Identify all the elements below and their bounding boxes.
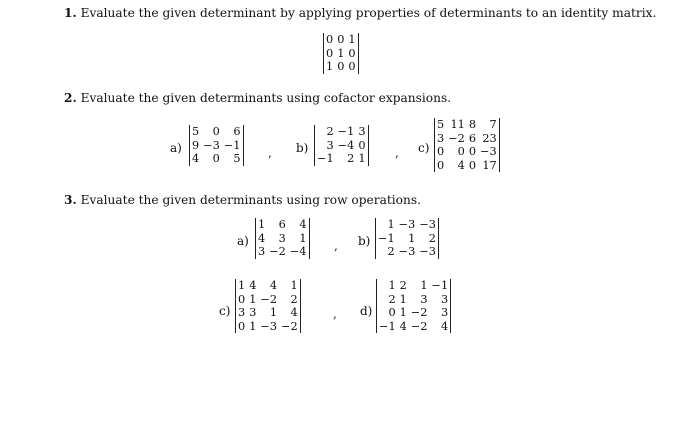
matrix-row (435, 132, 499, 146)
matrix-entry: −1 (337, 125, 355, 138)
matrix-entry: 0 (348, 60, 356, 73)
matrix-row (190, 139, 243, 153)
matrix-entry: 4 (258, 231, 266, 245)
matrix-entry: 3 (358, 125, 366, 138)
matrix-grid (376, 218, 438, 259)
matrix-entry: 5 (192, 125, 200, 138)
matrix-row (236, 279, 300, 293)
matrix-entry: 0 (437, 158, 445, 172)
p3c-determinant (235, 279, 301, 333)
p1-determinant (323, 33, 359, 74)
matrix-entry: −4 (289, 245, 307, 258)
p2b-comma: , (395, 146, 399, 160)
matrix-row (377, 293, 450, 307)
matrix-entry: −1 (317, 152, 334, 165)
matrix-entry: 2 (347, 152, 355, 165)
matrix-entry: 4 (299, 218, 307, 231)
matrix-entry: −2 (281, 319, 298, 333)
p3c-comma: , (333, 307, 337, 321)
matrix-entry: 0 (468, 158, 477, 172)
matrix-entry: 1 (399, 306, 407, 319)
matrix-grid (190, 125, 243, 166)
matrix-entry: 0 (468, 145, 477, 158)
matrix-row (256, 245, 309, 259)
matrix-entry: 3 (420, 292, 428, 306)
matrix-row (324, 60, 358, 74)
matrix-row (236, 293, 300, 307)
matrix-row (315, 139, 368, 153)
problem-3-statement (64, 193, 421, 207)
matrix-entry: 0 (337, 33, 345, 46)
problem-1-text: Evaluate the given determinant by applying properties of determinants to an identity matrix. (80, 6, 657, 20)
matrix-entry: 17 (482, 158, 497, 172)
p2a-determinant (189, 125, 244, 166)
matrix-entry: 0 (437, 145, 445, 158)
matrix-grid (324, 33, 358, 74)
matrix-row (315, 125, 368, 139)
matrix-row (324, 33, 358, 47)
matrix-entry: 0 (337, 60, 345, 73)
matrix-entry: 1 (299, 231, 307, 245)
matrix-entry: −1 (223, 138, 241, 152)
matrix-grid (377, 279, 450, 333)
matrix-entry: 0 (212, 152, 220, 165)
matrix-entry: −2 (260, 292, 278, 306)
matrix-entry: 5 (437, 118, 445, 131)
problem-2-text: Evaluate the given determinants using cofactor expansions. (80, 91, 452, 105)
p2a-comma: , (268, 146, 272, 160)
matrix-entry: 0 (388, 306, 396, 319)
matrix-row (315, 152, 368, 166)
matrix-entry: 6 (468, 131, 477, 145)
p3a-comma: , (334, 239, 338, 253)
problem-1-statement (64, 6, 656, 20)
matrix-entry: −2 (269, 245, 286, 258)
matrix-row (236, 306, 300, 320)
matrix-row (435, 118, 499, 132)
matrix-grid (256, 218, 309, 259)
matrix-entry: 1 (249, 319, 257, 333)
matrix-entry: 0 (358, 138, 366, 152)
problem-3-number: 3. (64, 193, 77, 207)
matrix-entry: 1 (238, 279, 246, 292)
matrix-entry: 0 (326, 33, 334, 46)
problem-1-number: 1. (64, 6, 77, 20)
problem-3-text: Evaluate the given determinants using row operations. (80, 193, 421, 207)
matrix-entry: 1 (420, 279, 428, 292)
matrix-entry: −4 (337, 138, 355, 152)
matrix-entry: 4 (457, 158, 465, 172)
matrix-entry: 6 (233, 125, 241, 138)
matrix-entry: 11 (450, 118, 465, 131)
matrix-entry: 2 (326, 125, 334, 138)
matrix-entry: 3 (258, 245, 266, 258)
matrix-grid (315, 125, 368, 166)
matrix-row (377, 279, 450, 293)
matrix-row (435, 159, 499, 173)
p2c-determinant (434, 118, 500, 172)
matrix-entry: −2 (410, 319, 428, 333)
matrix-entry: 2 (399, 279, 407, 292)
matrix-entry: 1 (348, 33, 356, 46)
matrix-entry: 2 (387, 245, 395, 258)
matrix-row (256, 232, 309, 246)
matrix-grid (435, 118, 499, 172)
matrix-row (376, 245, 438, 259)
matrix-entry: 0 (457, 145, 465, 158)
matrix-entry: 0 (348, 46, 356, 60)
matrix-entry: −3 (398, 245, 416, 258)
matrix-entry: 1 (408, 231, 416, 245)
matrix-entry: 9 (192, 138, 200, 152)
matrix-row (376, 218, 438, 232)
p3a-determinant (255, 218, 310, 259)
matrix-entry: 1 (388, 279, 396, 292)
matrix-entry: 0 (238, 319, 246, 333)
matrix-entry: −3 (480, 145, 497, 158)
p2b-label: b) (296, 141, 309, 155)
matrix-entry: 3 (326, 138, 334, 152)
matrix-entry: 1 (399, 292, 407, 306)
matrix-entry: 4 (249, 279, 257, 292)
matrix-entry: 3 (440, 292, 449, 306)
matrix-entry: 4 (440, 319, 449, 333)
matrix-entry: 7 (489, 118, 497, 131)
matrix-entry: −2 (410, 306, 428, 319)
matrix-entry: 1 (258, 218, 266, 231)
matrix-row (376, 232, 438, 246)
matrix-entry: 0 (238, 292, 246, 306)
matrix-entry: 1 (337, 46, 345, 60)
matrix-entry: 3 (440, 306, 449, 319)
p3a-label: a) (237, 234, 249, 248)
matrix-entry: −3 (203, 138, 220, 152)
matrix-entry: 6 (278, 218, 286, 231)
matrix-entry: 23 (482, 131, 497, 145)
matrix-entry: 4 (192, 152, 200, 165)
matrix-entry: 3 (238, 306, 246, 319)
matrix-entry: 8 (468, 118, 477, 131)
matrix-entry: −3 (419, 245, 436, 258)
matrix-entry: 2 (428, 231, 436, 245)
matrix-entry: 0 (212, 125, 220, 138)
matrix-entry: −1 (431, 279, 449, 292)
matrix-entry: 2 (388, 292, 396, 306)
matrix-row (324, 47, 358, 61)
matrix-entry: 4 (290, 306, 298, 319)
matrix-entry: 1 (249, 292, 257, 306)
matrix-entry: −3 (398, 218, 416, 231)
matrix-entry: 5 (233, 152, 241, 165)
p2a-label: a) (170, 141, 182, 155)
problem-2-number: 2. (64, 91, 77, 105)
matrix-row (377, 306, 450, 320)
matrix-entry: 4 (399, 319, 407, 333)
p3b-determinant (375, 218, 439, 259)
matrix-row (236, 320, 300, 334)
matrix-entry: −2 (448, 131, 465, 145)
matrix-entry: 2 (290, 292, 298, 306)
matrix-entry: −3 (260, 319, 278, 333)
matrix-entry: 0 (326, 46, 334, 60)
matrix-entry: 1 (269, 306, 278, 319)
matrix-entry: 3 (249, 306, 257, 319)
matrix-entry: 1 (326, 60, 334, 73)
matrix-entry: 4 (269, 279, 278, 292)
matrix-grid (236, 279, 300, 333)
matrix-entry: −1 (379, 319, 396, 333)
matrix-entry: 1 (387, 218, 395, 231)
matrix-row (190, 152, 243, 166)
p3c-label: c) (219, 304, 231, 318)
matrix-entry: 3 (278, 231, 286, 245)
problem-2-statement (64, 91, 451, 105)
p2b-determinant (314, 125, 369, 166)
matrix-entry: −3 (419, 218, 436, 231)
matrix-row (435, 145, 499, 159)
matrix-row (256, 218, 309, 232)
matrix-entry: 3 (437, 131, 445, 145)
p3b-label: b) (358, 234, 371, 248)
matrix-entry: 1 (358, 152, 366, 165)
matrix-entry: −1 (378, 231, 395, 245)
matrix-entry: 1 (290, 279, 298, 292)
matrix-row (190, 125, 243, 139)
p3d-determinant (376, 279, 451, 333)
p3d-label: d) (360, 304, 373, 318)
matrix-row (377, 320, 450, 334)
p2c-label: c) (418, 141, 430, 155)
